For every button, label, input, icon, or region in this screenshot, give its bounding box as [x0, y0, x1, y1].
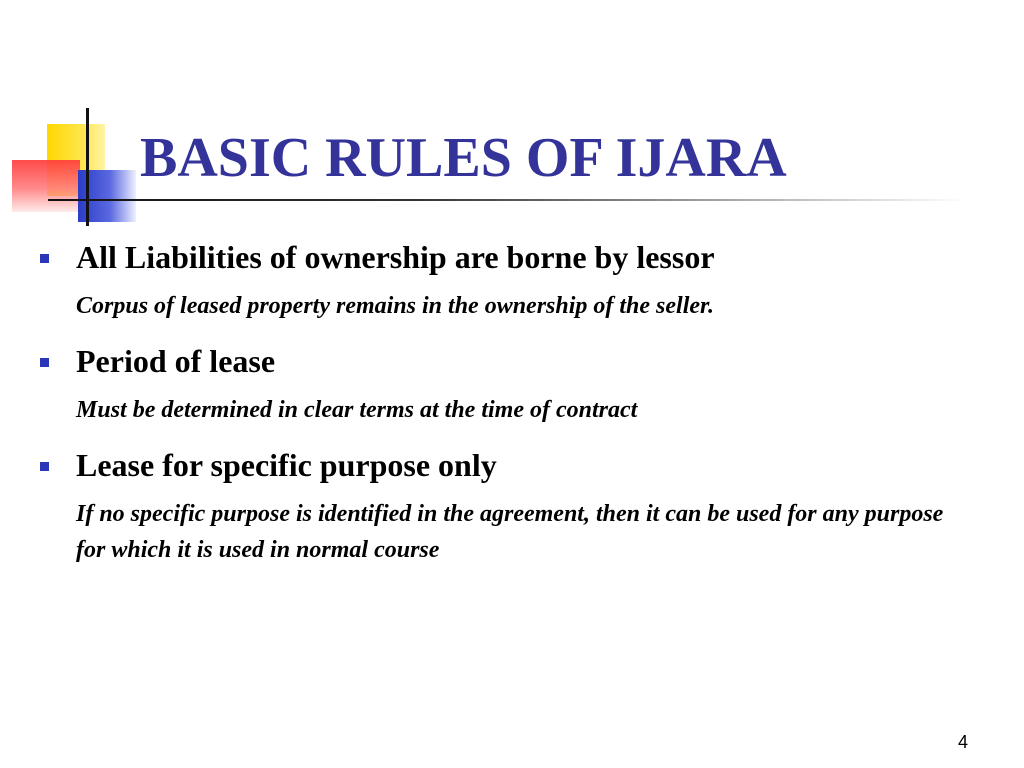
bullet-square-icon — [40, 462, 49, 471]
bullet-item — [36, 340, 976, 382]
title-underline — [48, 199, 968, 201]
bullet-detail: If no specific purpose is identified in the agreement, then it can be used for any purpose for which it is used in normal course — [76, 501, 944, 563]
bullet-heading: Period of lease — [76, 343, 276, 379]
bullet-item — [36, 236, 976, 278]
decorative-red-square — [12, 160, 80, 212]
bullet-heading: All Liabilities of ownership are borne by lessor — [76, 239, 715, 275]
decorative-vertical-line — [86, 108, 89, 226]
bullet-item — [36, 444, 976, 486]
bullet-square-icon — [40, 254, 49, 263]
page-number: 4 — [957, 732, 968, 752]
bullet-detail: Must be determined in clear terms at the time of contract — [76, 397, 638, 423]
bullet-detail: Corpus of leased property remains in the ownership of the seller. — [76, 293, 715, 319]
bullet-list — [36, 236, 976, 584]
bullet-heading: Lease for specific purpose only — [76, 447, 497, 483]
slide-title: BASIC RULES OF IJARA — [140, 127, 787, 189]
bullet-square-icon — [40, 358, 49, 367]
